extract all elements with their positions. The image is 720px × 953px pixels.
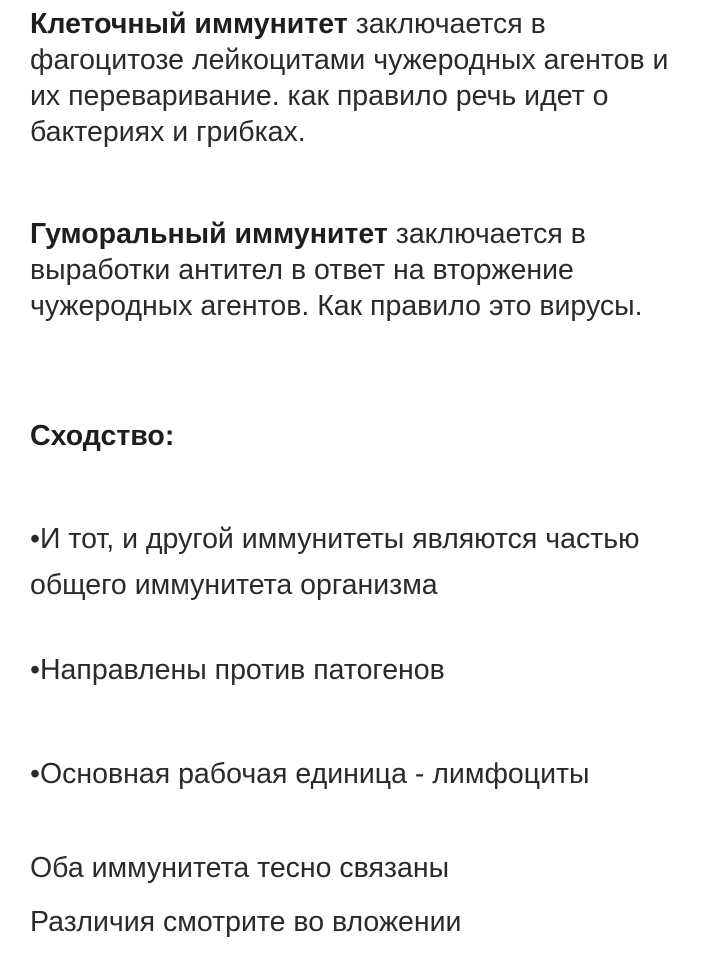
- closing-line: Различия смотрите во вложении: [30, 906, 462, 938]
- paragraph-cellular-immunity: [30, 6, 702, 150]
- paragraph-humoral-text: заключается в выработки антител в ответ на вторжение чужеродных агентов. Как правило это вирусы.: [30, 218, 643, 322]
- similarity-heading: Сходство:: [30, 420, 175, 452]
- closing-line: Оба иммунитета тесно связаны: [30, 852, 450, 884]
- term-humoral-immunity: Гуморальный иммунитет: [30, 218, 388, 250]
- similarity-bullet: •Основная рабочая единица - лимфоциты: [30, 758, 590, 790]
- similarity-bullet: •Направлены против патогенов: [30, 654, 445, 686]
- paragraph-humoral-immunity: [30, 216, 702, 324]
- paragraph-cellular-text: заключается в фагоцитозе лейкоцитами чужеродных агентов и их переваривание. как правило речь идет о бактериях и грибках.: [30, 8, 669, 148]
- term-cellular-immunity: Клеточный иммунитет: [30, 8, 348, 40]
- similarity-bullet: •И тот, и другой иммунитеты являются частью общего иммунитета организма: [30, 523, 640, 601]
